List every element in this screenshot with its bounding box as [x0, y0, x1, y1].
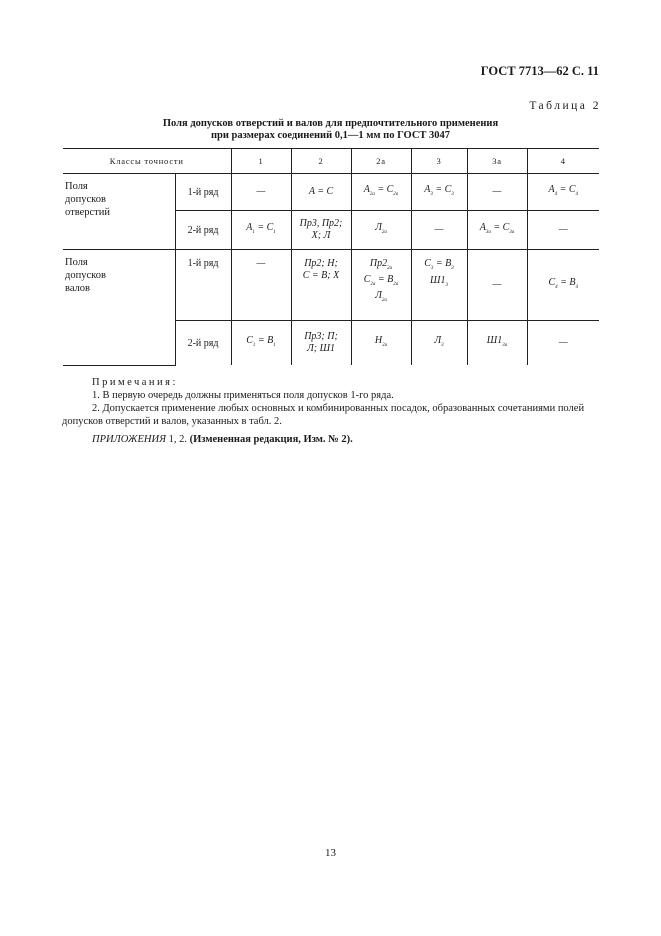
col-header-3: 3 — [411, 149, 467, 174]
table-cell: $A_4 = C_4$ — [527, 174, 599, 211]
row-label: 2-й ряд — [175, 321, 231, 366]
group-label-line: отверстий — [65, 207, 110, 218]
appendix-line — [92, 433, 599, 446]
table-cell: — — [231, 174, 291, 211]
col-header-4: 4 — [527, 149, 599, 174]
table-cell: — — [467, 174, 527, 211]
table-cell: $Л_3$ — [411, 321, 467, 366]
table-cell: Пр3, Пр2; X; Л — [291, 211, 351, 250]
row-label: 1-й ряд — [175, 250, 231, 321]
col-header-2: 2 — [291, 149, 351, 174]
group-label-line: Поля — [65, 257, 88, 268]
col-header-2a: 2а — [351, 149, 411, 174]
table-row — [63, 250, 599, 321]
table-cell: — — [527, 211, 599, 250]
table-cell: Пр3; П; Л; Ш1 — [291, 321, 351, 366]
table-cell: $C_3 = B_3$ $Ш1_3$ — [411, 250, 467, 321]
table-cell: — — [467, 250, 527, 321]
table-cell: $C_1 = B_1$ — [231, 321, 291, 366]
table-label: Таблица 2 — [529, 100, 601, 112]
table-cell: — — [411, 211, 467, 250]
col-header-3a: 3а — [467, 149, 527, 174]
appendix-italic: ПРИЛОЖЕНИЯ — [92, 434, 166, 445]
table-cell: $Пр2_{2а}$ $C_{2а} = B_{2а}$ $Л_{2а}$ — [351, 250, 411, 321]
table-cell: $Л_{2а}$ — [351, 211, 411, 250]
table-cell: $Ш1_{3а}$ — [467, 321, 527, 366]
note-item: 1. В первую очередь должны применяться поля допусков 1-го ряда. — [92, 390, 394, 401]
group-label-holes — [63, 174, 175, 250]
notes-title: Примечания: — [92, 377, 178, 388]
page-header: ГОСТ 7713—62 С. 11 — [480, 64, 599, 78]
table-row — [63, 174, 599, 211]
col-header-1: 1 — [231, 149, 291, 174]
table-title — [0, 118, 661, 142]
row-label: 1-й ряд — [175, 174, 231, 211]
table-title-line-1: Поля допусков отверстий и валов для предпочтительного применения — [162, 118, 499, 129]
table-cell: $Н_{2а}$ — [351, 321, 411, 366]
group-label-line: валов — [65, 283, 91, 294]
appendix-bold: (Измененная редакция, Изм. № 2). — [189, 434, 353, 445]
group-label-line: Поля — [65, 181, 88, 192]
table-cell: — — [527, 321, 599, 366]
table-cell: $A_{2а} = C_{2а}$ — [351, 174, 411, 211]
table-title-line-2: при размерах соединений 0,1—1 мм по ГОСТ 3047 — [210, 130, 451, 141]
table-cell: $A_1 = C_1$ — [231, 211, 291, 250]
table-cell: Пр2; Н; C = B; X — [291, 250, 351, 321]
table-cell: A = C — [291, 174, 351, 211]
table-cell: $A_{3а} = C_{3а}$ — [467, 211, 527, 250]
tolerance-table — [63, 148, 599, 366]
page-number: 13 — [325, 847, 336, 859]
table-cell: — — [231, 250, 291, 321]
note-item: 2. Допускается применение любых основных и комбинированных посадок, образованных сочетаниями полей допусков отверстий и валов, указанных в табл. 2. — [62, 403, 585, 427]
group-label-line: допусков — [65, 194, 106, 205]
group-label-shafts — [63, 250, 175, 366]
notes-block — [62, 376, 599, 446]
appendix-plain: 1, 2. — [165, 434, 190, 445]
row-label: 2-й ряд — [175, 211, 231, 250]
col-header-classes: Классы точности — [63, 149, 231, 174]
group-label-line: допусков — [65, 270, 106, 281]
table-cell: $C_4 = B_4$ — [527, 250, 599, 321]
table-cell: $A_3 = C_3$ — [411, 174, 467, 211]
